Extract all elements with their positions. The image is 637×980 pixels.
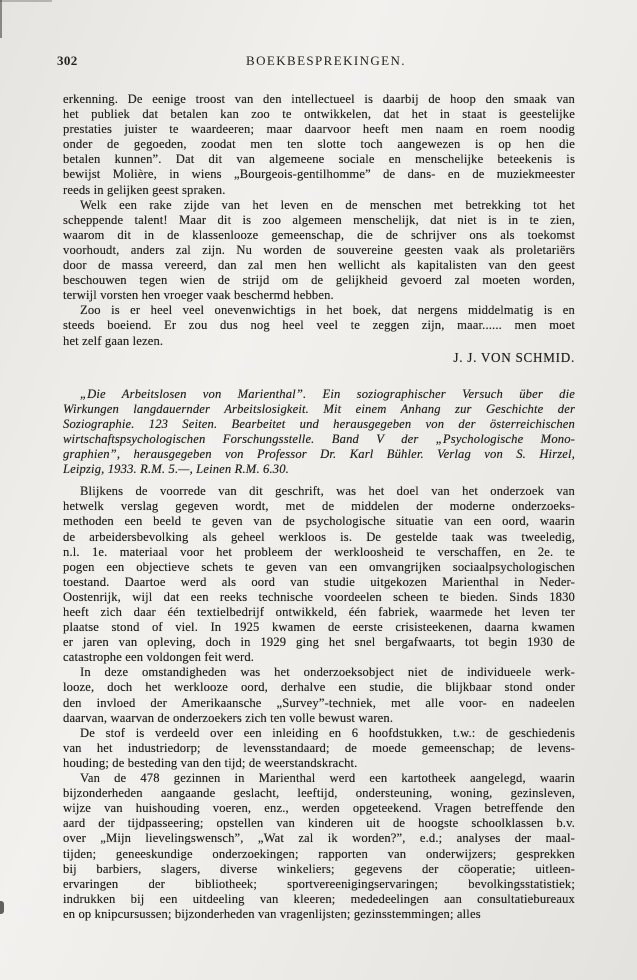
text-line: bij barbiers, slagers, diverse winkeliers; gegevens der cöoperatie; uitleen- [63, 861, 575, 876]
text-line: n.l. 1e. materiaal voor het probleem der werkloosheid te verschaffen, en 2e. te [63, 544, 575, 559]
text-line: ervaringen der bibliotheek; sportvereenigingservaringen; bevolkingsstatistiek; [63, 876, 575, 891]
text-line: Leipzig, 1933. R.M. 5.—, Leinen R.M. 6.30. [63, 462, 289, 477]
text-line: steeds boeiend. Er zou dus nog heel veel te zeggen zijn, maar...... men moet [63, 318, 575, 333]
text-line: hetwelk verslag gegeven wordt, met de middelen der moderne onderzoeks- [63, 499, 575, 514]
paragraph [63, 771, 575, 922]
text-line: wirtschaftspsychologischen Forschungsstelle. Band V der „Psychologische Mono- [63, 431, 575, 446]
text-line: indrukken bij een uitdeeling van kleeren; mededeelingen aan consultatiebureaux [63, 891, 575, 906]
text-line: bewijst Molière, in wiens „Bourgeois-gentilhomme” de dans- en de muziekmeester [63, 167, 575, 182]
text-line: pogen een objectieve schets te geven van een omvangrijken sociaalpsychologischen [63, 559, 575, 574]
text-line: de arbeidersbevolking als geheel werkloos is. De gestelde taak was tweeledig, [63, 529, 575, 544]
text-line: plaatse stond of viel. In 1925 kwamen de eerste crisisteekenen, daarna kwamen [63, 620, 575, 635]
text-line: over „Mijn lievelingswensch”, „Wat zal ik worden?”, e.d.; analyses der maal- [63, 831, 575, 846]
text-line: daarvan, waarvan de onderzoekers zich ten volle bewust waren. [63, 710, 394, 725]
text-line: De stof is verdeeld over een inleiding en 6 hoofdstukken, t.w.: de geschiedenis [80, 725, 575, 740]
text-line: aard der tijdpasseering; opstellen van kinderen uit de hoogste schoolklassen b.v. [63, 816, 575, 831]
text-line: door de massa vereerd, dan zal men hen wellicht als kapitalisten van den geest [63, 258, 575, 273]
text-line: Wirkungen langdauernder Arbeitslosigkeit. Mit einem Anhang zur Geschichte der [63, 401, 575, 416]
article-body [63, 92, 575, 922]
text-line: onder de gegoeden, zoodat men ten slotte toch aangewezen is op hen die [63, 137, 575, 152]
text-line: terwijl vorsten hen vroeger vaak beschermd hebben. [63, 288, 334, 303]
text-line: tijden; geneeskundige onderzoekingen; rapporten van onderwijzers; gesprekken [63, 846, 575, 861]
text-line: het publiek dat betalen kan zoo te ontwikkelen, dat het in staat is geestelijke [63, 107, 575, 122]
text-line: Zoo is er heel veel onevenwichtigs in het boek, dat nergens middelmatig is en [80, 303, 575, 318]
text-line: looze, doch het werklooze oord, derhalve een studie, die blijkbaar stond onder [63, 680, 575, 695]
paragraph [63, 484, 575, 665]
text-line: toestand. Daartoe werd als oord van studie uitgekozen Marienthal in Neder- [63, 574, 575, 589]
text-line: Oostenrijk, wijl dat een reeks technische voordeelen scheen te bieden. Sinds 1830 [63, 589, 575, 604]
text-line: „Die Arbeitslosen von Marienthal”. Ein soziographischer Versuch über die [80, 386, 575, 401]
text-line: van het industriedorp; de levensstandaard; de moede gemeenschap; de levens- [63, 740, 575, 755]
text-line: scheppende talent! Maar dit is zoo algemeen menschelijk, dat niet is in te zien, [63, 212, 575, 227]
text-line: den invloed der Amerikaansche „Survey”-techniek, met alle voor- en nadeelen [63, 695, 575, 710]
text-line: wijze van huishouding voeren, enz., werden opgeteekend. Vragen betreffende den [63, 801, 575, 816]
text-line: voorhoudt, anders zal zijn. Nu worden de souvereine geesten vaak als proletariërs [63, 242, 575, 257]
text-line: en op knipcursussen; bijzonderheden van vragenlijsten; gezinsstemmingen; alles [63, 906, 481, 921]
text-line: heeft zich daar één textielbedrijf ontwikkeld, één fabriek, waarmede het leven ter [63, 605, 575, 619]
reviewer-signature: J. J. VON SCHMID. [453, 349, 575, 365]
text-line: Soziographie. 123 Seiten. Bearbeitet und herausgegeben von der österreichischen [63, 416, 575, 431]
text-line: catastrophe een voldongen feit werd. [63, 650, 255, 665]
text-line: houding; de besteding van den tijd; de weerstandskracht. [63, 755, 358, 770]
paragraph [63, 726, 575, 771]
text-line: Welk een rake zijde van het leven en de menschen met betrekking tot het [80, 197, 575, 212]
scan-edge-artifact [0, 0, 52, 2]
text-line: bijzonderheden aangaande geslacht, leeftijd, ondersteuning, woning, gezinsleven, [63, 786, 575, 801]
text-line: methoden een beeld te geven van de psychologische situatie van een oord, waarin [63, 514, 575, 529]
text-line: prestaties juister te waardeeren; maar daarvoor heeft men naam en roem noodig [63, 122, 575, 137]
text-line: Blijkens de voorrede van dit geschrift, was het doel van het onderzoek van [80, 484, 575, 499]
scan-edge-artifact [0, 0, 2, 38]
running-header-title: BOEKBESPREKINGEN. [246, 53, 406, 68]
paragraph [63, 198, 575, 304]
paragraph [63, 303, 575, 348]
text-line: Van de 478 gezinnen in Marienthal werd een kartotheek aangelegd, waarin [80, 771, 575, 786]
paragraph [63, 665, 575, 725]
text-line: het zelf gaan lezen. [63, 333, 164, 348]
text-line: graphien”, herausgegeben von Professor Dr. Karl Bühler. Verlag von S. Hirzel, [63, 447, 575, 462]
page-number: 302 [57, 53, 78, 68]
text-line: In deze omstandigheden was het onderzoeksobject niet de individueele werk- [80, 665, 575, 680]
text-line: waarom dit in de klassenlooze gemeenschap, die de schrijver ons als toekomst [63, 227, 575, 242]
paragraph [63, 92, 575, 198]
bibliographic-entry [63, 387, 575, 478]
text-line: er jaren van opleving, doch in 1929 ging het snel bergafwaarts, tot begin 1930 de [63, 635, 575, 650]
scan-mark-artifact [0, 901, 4, 914]
text-line: beschouwen tegen wien de strijd om de gelijkheid gevoerd zal moeten worden, [63, 273, 575, 288]
text-line: reeds in gelijken geest spraken. [63, 182, 226, 197]
text-line: betalen kunnen”. Dat dit van algemeene sociale en menschelijke beteekenis is [63, 152, 575, 167]
text-line: erkenning. De eenige troost van den intellectueel is daarbij de hoop den smaak van [63, 92, 575, 106]
